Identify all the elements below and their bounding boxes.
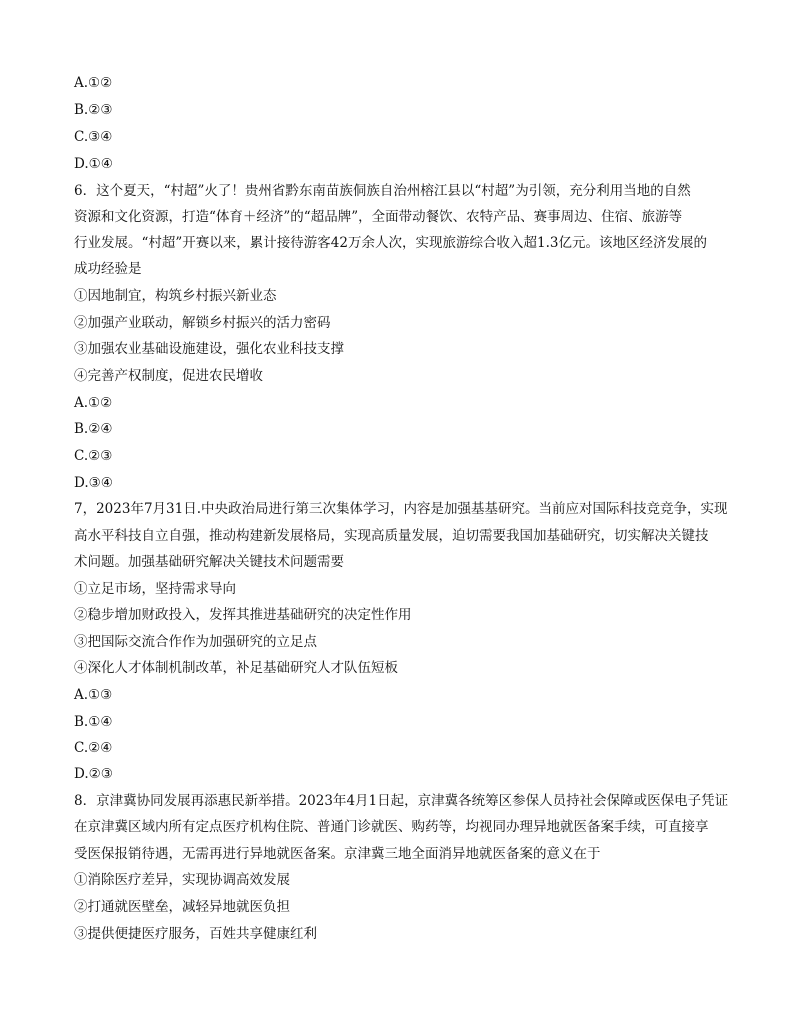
q6-statement-1: ①因地制宜，构筑乡村振兴新业态 <box>74 288 277 304</box>
q7-statement-3: ③把国际交流合作作为加强研究的立足点 <box>74 634 317 650</box>
q6-statement-3: ③加强农业基础设施建设，强化农业科技支撑 <box>74 341 344 357</box>
q7-statement-4: ④深化人才体制机制改革，补足基础研究人才队伍短板 <box>74 660 398 676</box>
q7-statement-2: ②稳步增加财政投入，发挥其推进基础研究的决定性作用 <box>74 607 412 623</box>
q7-stem-line: 高水平科技自立自强，推动构建新发展格局，实现高质量发展，迫切需要我国加基础研究，切实解决关键技 <box>74 528 709 544</box>
q6-option-c: C.②③ <box>74 448 113 464</box>
q6-stem-line: 6．这个夏天，“村超”火了！贵州省黔东南苗族侗族自治州榕江县以“村超”为引领，充分利用当地的自然 <box>74 183 691 199</box>
q7-option-d: D.②③ <box>74 766 113 782</box>
q6-stem-line: 成功经验是 <box>74 261 142 277</box>
q5-option-b: B.②③ <box>74 102 113 118</box>
q8-statement-1: ①消除医疗差异，实现协调高效发展 <box>74 872 290 888</box>
q5-option-d: D.①④ <box>74 156 113 172</box>
q7-option-c: C.②④ <box>74 740 113 756</box>
q7-stem-line: 7，2023年7月31日.中央政治局进行第三次集体学习，内容是加强基基研究。当前应对国际科技竞竞争，实现 <box>74 501 728 517</box>
q5-option-a: A.①② <box>74 75 113 91</box>
q5-option-c: C.③④ <box>74 129 113 145</box>
q8-statement-2: ②打通就医壁垒，减轻异地就医负担 <box>74 899 290 915</box>
q6-stem-line: 行业发展。“村超”开赛以来，累计接待游客42万余人次，实现旅游综合收入超1.3亿元。该地区经济发展的 <box>74 235 707 251</box>
q6-statement-2: ②加强产业联动，解锁乡村振兴的活力密码 <box>74 315 331 331</box>
q7-stem-line: 术问题。加强基础研究解决关键技术问题需要 <box>74 554 344 570</box>
q6-statement-4: ④完善产权制度，促进农民增收 <box>74 368 263 384</box>
q7-statement-1: ①立足市场，坚持需求导向 <box>74 581 236 597</box>
q6-option-a: A.①② <box>74 395 113 411</box>
q6-option-d: D.③④ <box>74 475 113 491</box>
q8-stem-line: 8．京津冀协同发展再添惠民新举措。2023年4月1日起，京津冀各统筹区参保人员持社会保障或医保电子凭证 <box>74 793 729 809</box>
q6-stem-line: 资源和文化资源，打造“体育＋经济”的“超品牌”，全面带动餐饮、农特产品、赛事周边、住宿、旅游等 <box>74 209 683 225</box>
q7-option-a: A.①③ <box>74 687 113 703</box>
q7-option-b: B.①④ <box>74 714 113 730</box>
q8-stem-line: 受医保报销待遇，无需再进行异地就医备案。京津冀三地全面消异地就医备案的意义在于 <box>74 846 601 862</box>
q8-stem-line: 在京津冀区域内所有定点医疗机构住院、普通门诊就医、购药等，均视同办理异地就医备案手续，可直接享 <box>74 819 709 835</box>
q8-statement-3: ③提供便捷医疗服务，百姓共享健康红利 <box>74 926 317 942</box>
q6-option-b: B.②④ <box>74 421 113 437</box>
